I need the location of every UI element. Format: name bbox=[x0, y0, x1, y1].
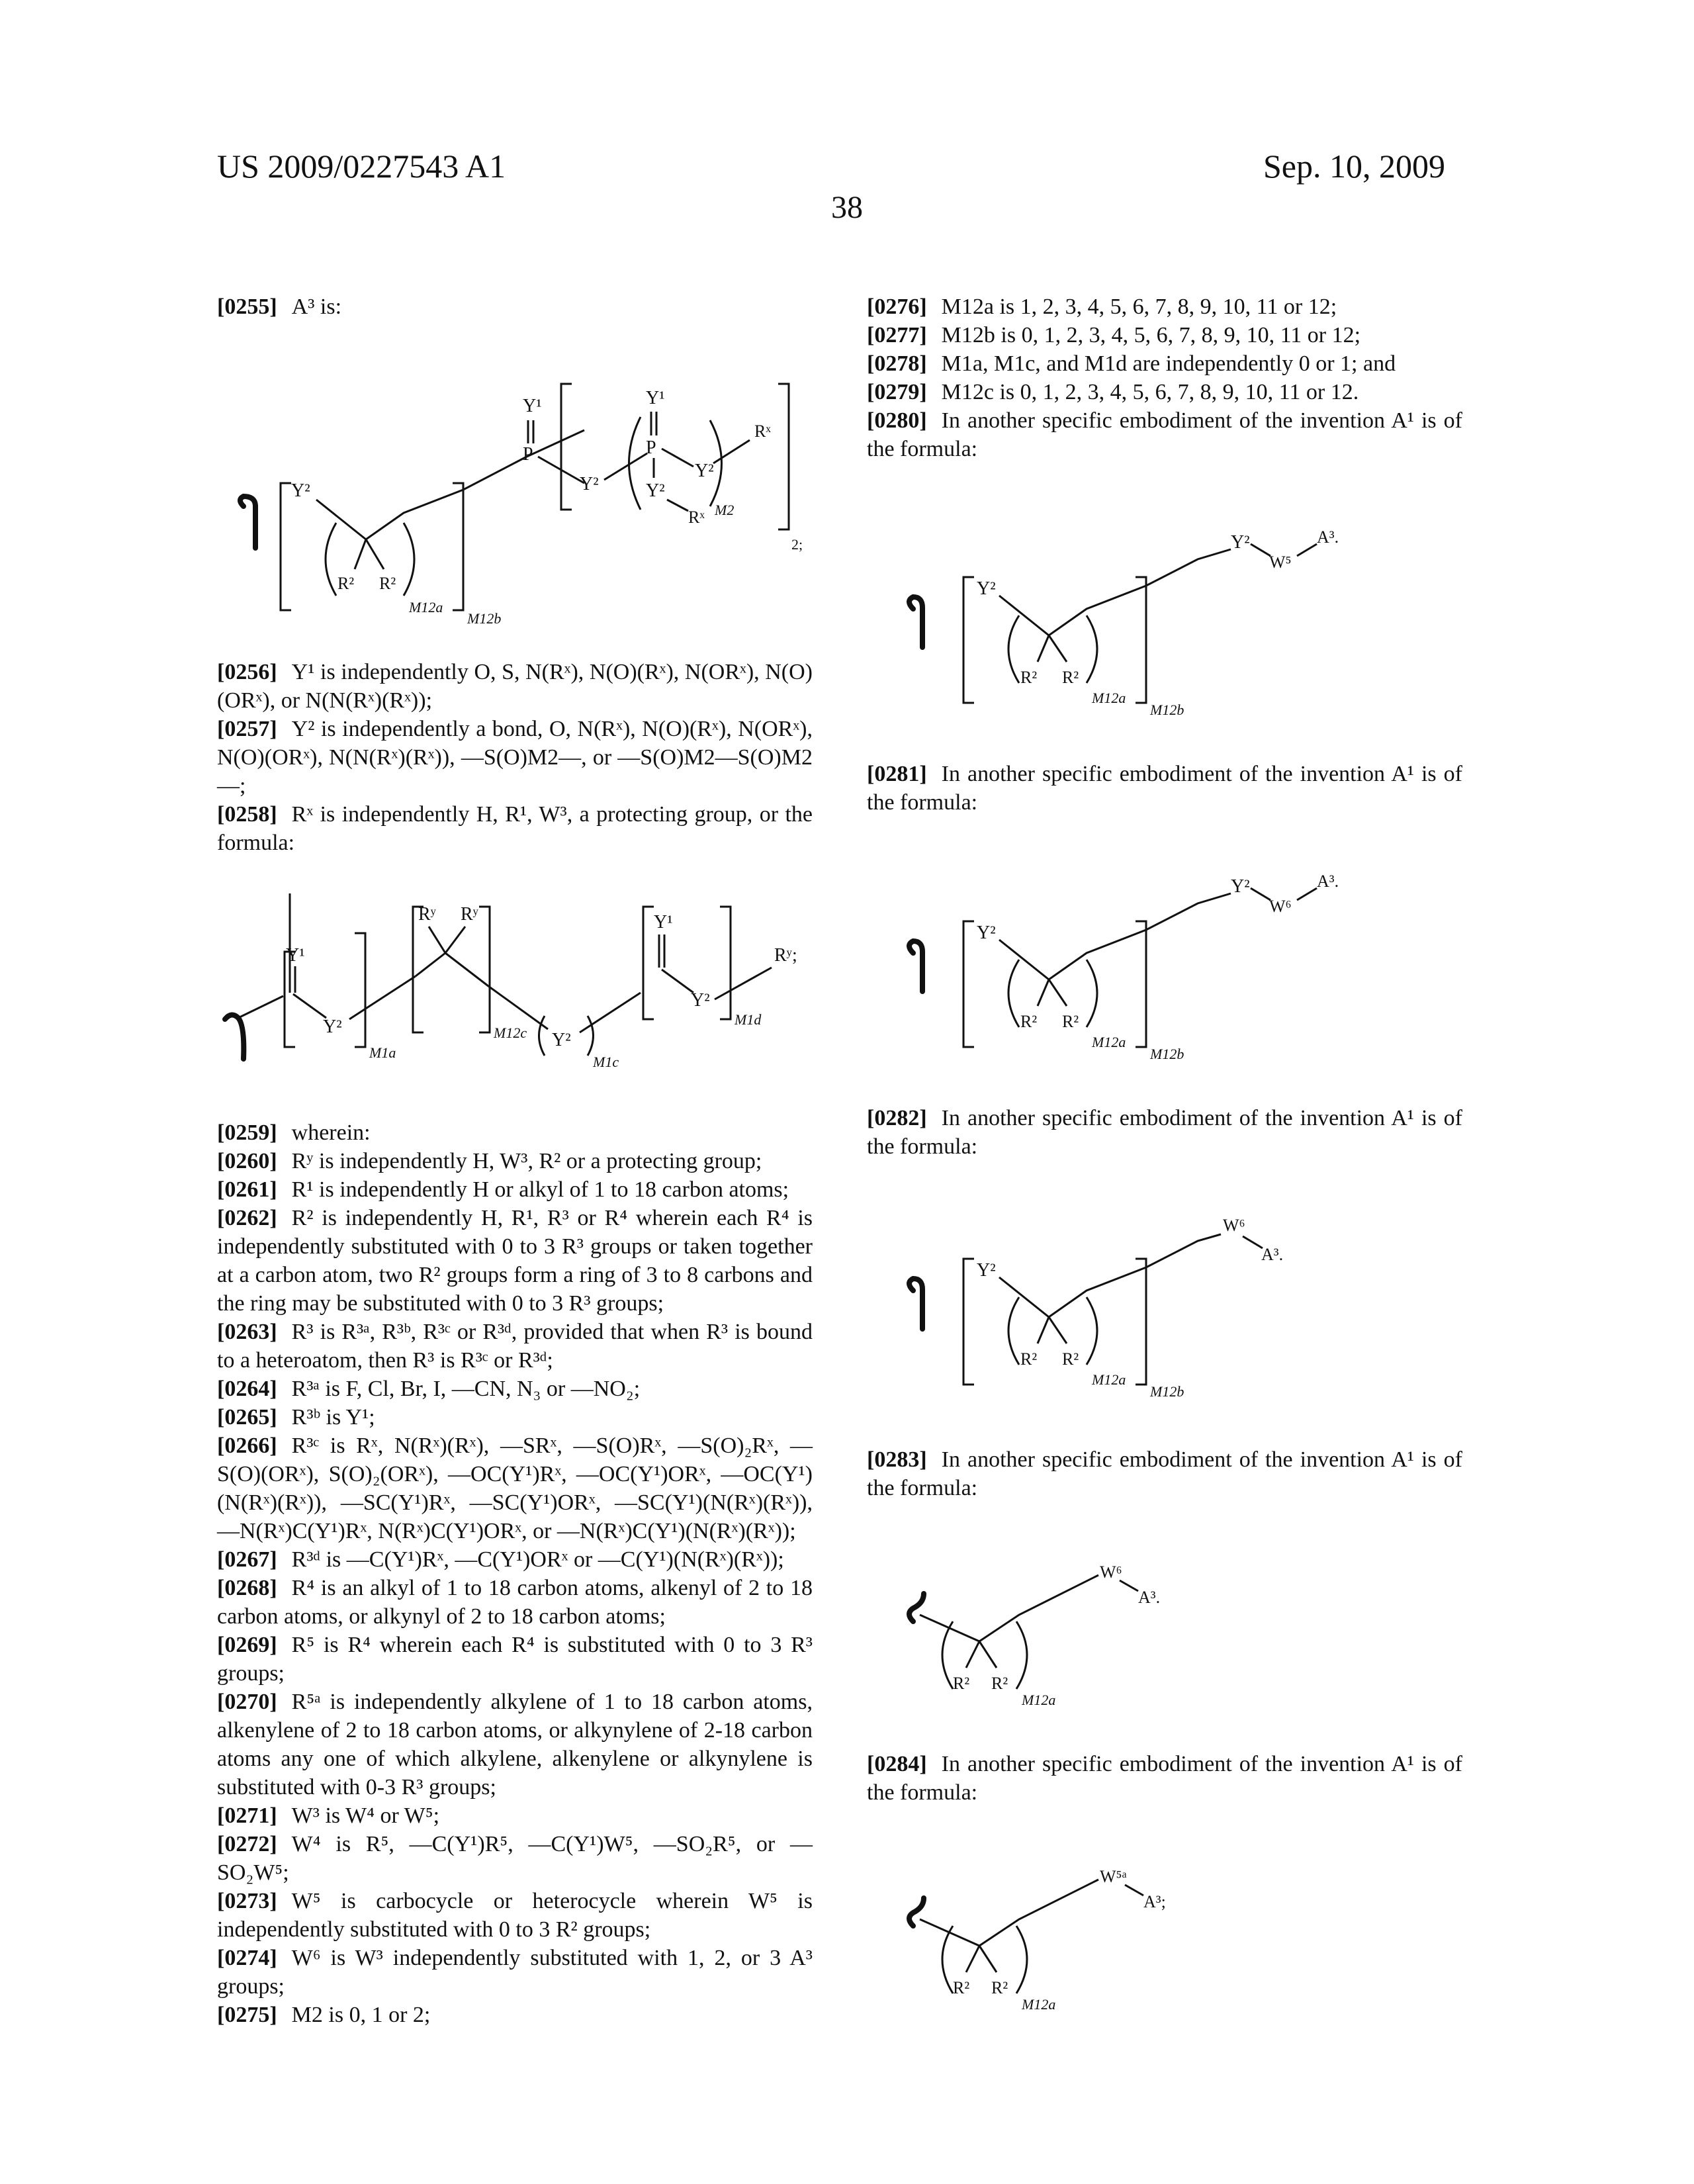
label-rx-b: Rˣ bbox=[754, 422, 771, 441]
bracket-m1d-right bbox=[720, 907, 731, 1019]
wavy-bond-mark bbox=[240, 496, 255, 548]
paren-left bbox=[326, 523, 336, 596]
svg-text:R²: R² bbox=[1020, 668, 1038, 687]
page-number: 38 bbox=[831, 190, 863, 225]
label-y1-rx-b: Y¹ bbox=[654, 912, 673, 933]
svg-text:W⁶: W⁶ bbox=[1223, 1216, 1245, 1235]
wavy-bond-mark-0280 bbox=[909, 597, 922, 647]
paragraph-0255: [0255] A³ is: bbox=[217, 295, 342, 319]
paren-right bbox=[404, 523, 414, 596]
svg-text:M12a: M12a bbox=[1092, 1034, 1126, 1050]
bracket-outer-right bbox=[453, 483, 463, 610]
bracket-m1a-right bbox=[355, 933, 365, 1047]
paragraph-0283: [0283] In another specific embodiment of the invention A¹ is of the formula: bbox=[867, 1447, 1462, 1500]
bracket-outer-left bbox=[281, 483, 291, 610]
wavy-bond-mark-0281 bbox=[909, 941, 922, 991]
svg-text:M12a: M12a bbox=[1092, 690, 1126, 706]
label-sub-2: 2; bbox=[791, 536, 803, 553]
svg-text:M12a: M12a bbox=[1092, 1371, 1126, 1388]
svg-text:W⁶: W⁶ bbox=[1100, 1563, 1122, 1582]
svg-text:R²: R² bbox=[991, 1674, 1008, 1693]
label-m1c: M1c bbox=[593, 1054, 619, 1070]
label-m12b: M12b bbox=[467, 610, 502, 627]
svg-text:Y²: Y² bbox=[977, 578, 996, 599]
paragraph-group-0259-0275: [0259] wherein: [0260] Rʸ is independently H, W³, R² or a protecting group; [0261] R¹ is independently H or alkyl of 1 to 18 carbon atoms; [0262] R² is independently H, R¹, R³ or R⁴ wherein each R⁴ is independently substituted with 0 to 3 R³ groups or taken together at a carbon atom, two R² groups form a ring of 3 to 8 carbons and the ring may be substituted with 0 to 3 R³ groups; [0263] R³ is R³ᵃ, R³ᵇ, R³ᶜ or R³ᵈ, provided that when R³ is bound to a heteroatom, then R³ is R³ᶜ or R³ᵈ; [0264] R³ᵃ is F, Cl, Br, I, —CN, N₃ or —NO₂; [0265] R³ᵇ is Y¹; [0266] R³ᶜ is Rˣ, N(Rˣ)(Rˣ), —SRˣ, —S(O)Rˣ, —S(O)₂Rˣ, —S(O)(ORˣ), S(O)₂(ORˣ), —OC(Y¹)Rˣ, —OC(Y¹)ORˣ, —OC(Y¹)(N(Rˣ)(Rˣ)), —SC(Y¹)Rˣ, —SC(Y¹)ORˣ, —SC(Y¹)(N(Rˣ)(Rˣ)), —N(Rˣ)C(Y¹)Rˣ, N(Rˣ)C(Y¹)ORˣ, or —N(Rˣ)C(Y¹)(N(Rˣ)(Rˣ)); [0267] R³ᵈ is —C(Y¹)Rˣ, —C(Y¹)ORˣ or —C(Y¹)(N(Rˣ)(Rˣ)); [0268] R⁴ is an alkyl of 1 to 18 carbon atoms, alkenyl of 2 to 18 carbon atoms, or alkynyl of 2 to 18 carbon atoms; [0269] R⁵ is R⁴ wherein each R⁴ is substituted with 0 to 3 R³ groups; [0270] R⁵ᵃ is independently alkylene of 1 to 18 carbon atoms, alkenylene of 2 to 18 carbon atoms, or alkynylene of 2-18 carbon atoms any one of which alkylene, alkenylene or alkynylene is substituted with 0-3 R³ groups; [0271] W³ is W⁴ or W⁵; [0272] W⁴ is R⁵, —C(Y¹)R⁵, —C(Y¹)W⁵, —SO₂R⁵, or —SO₂W⁵; [0273] W⁵ is carbocycle or heterocycle wherein W⁵ is independently substituted with 0 to 3 R² groups; [0274] W⁶ is W³ independently substituted with 1, 2, or 3 A³ groups; [0275] M2 is 0, 1 or 2; bbox=[217, 1120, 813, 2027]
svg-text:M12a: M12a bbox=[1022, 1692, 1056, 1708]
svg-text:Y²: Y² bbox=[1231, 532, 1250, 553]
label-y2-d: Y² bbox=[695, 461, 714, 481]
label-m12a: M12a bbox=[409, 599, 443, 615]
paragraph-group-0276-0280: [0276] M12a is 1, 2, 3, 4, 5, 6, 7, 8, 9, 10, 11 or 12; [0277] M12b is 0, 1, 2, 3, 4, 5, 6, 7, 8, 9, 10, 11 or 12; [0278] M1a, M1c, and M1d are independently 0 or 1; and [0279] M12c is 0, 1, 2, 3, 4, 5, 6, 7, 8, 9, 10, 11 or 12. [0280] In another specific embodiment of the invention A¹ is of the formula: bbox=[867, 295, 1462, 461]
label-y2-rx-a: Y² bbox=[323, 1017, 342, 1037]
chain-bonds bbox=[316, 430, 584, 539]
publication-number: US 2009/0227543 A1 bbox=[217, 148, 506, 185]
svg-text:R²: R² bbox=[1062, 1012, 1079, 1031]
figure-rx-formula bbox=[217, 893, 813, 1099]
figure-a3-formula bbox=[217, 371, 813, 635]
svg-text:R²: R² bbox=[953, 1978, 970, 1997]
svg-text:A³.: A³. bbox=[1317, 529, 1339, 547]
wavy-bond-mark-0282 bbox=[909, 1279, 922, 1329]
label-ry-a: Rʸ bbox=[418, 904, 436, 925]
label-r2-b: R² bbox=[379, 574, 396, 593]
label-m1d: M1d bbox=[735, 1011, 762, 1028]
figure-0280 bbox=[900, 529, 1403, 728]
label-ry-end: Rʸ; bbox=[774, 945, 797, 966]
label-y1-rx: Y¹ bbox=[286, 945, 305, 966]
svg-text:M12b: M12b bbox=[1150, 1046, 1184, 1062]
svg-text:R²: R² bbox=[1062, 668, 1079, 687]
paragraph-0281: [0281] In another specific embodiment of the invention A¹ is of the formula: bbox=[867, 762, 1462, 815]
figure-0284 bbox=[900, 1866, 1270, 2038]
label-y2-b: Y² bbox=[580, 474, 599, 494]
svg-text:R²: R² bbox=[991, 1978, 1008, 1997]
svg-text:Y²: Y² bbox=[977, 1260, 996, 1281]
wavy-bond-mark-0283 bbox=[909, 1594, 924, 1621]
paragraph-group-0256-0258: [0256] Y¹ is independently O, S, N(Rˣ), N(O)(Rˣ), N(ORˣ), N(O)(ORˣ), or N(N(Rˣ)(Rˣ)); [0257] Y² is independently a bond, O, N(Rˣ), N(O)(Rˣ), N(ORˣ), N(O)(ORˣ), N(N(Rˣ)(Rˣ)), —S(O)M2—, or —S(O)M2—S(O)M2—; [0258] Rˣ is independently H, R¹, W³, a protecting group, or the formula: bbox=[217, 660, 813, 855]
bracket-inner-left bbox=[561, 384, 572, 510]
label-m1a: M1a bbox=[369, 1044, 396, 1061]
label-y1-b: Y¹ bbox=[646, 388, 665, 408]
svg-text:Y²: Y² bbox=[1231, 876, 1250, 897]
bracket-m12c-left bbox=[413, 907, 424, 1032]
bracket-m12c-right bbox=[479, 907, 490, 1032]
svg-text:W⁵: W⁵ bbox=[1269, 553, 1292, 572]
paren-m1c-left bbox=[539, 1016, 545, 1056]
label-y2-c: Y² bbox=[646, 480, 665, 501]
svg-text:W⁶: W⁶ bbox=[1269, 897, 1292, 916]
svg-text:M12b: M12b bbox=[1150, 702, 1184, 718]
svg-text:R²: R² bbox=[1062, 1349, 1079, 1369]
svg-text:A³;: A³; bbox=[1143, 1892, 1166, 1911]
svg-text:M12a: M12a bbox=[1022, 1996, 1056, 2013]
svg-text:R²: R² bbox=[953, 1674, 970, 1693]
label-y1-a: Y¹ bbox=[523, 396, 542, 416]
figure-0281 bbox=[900, 874, 1403, 1072]
publication-date: Sep. 10, 2009 bbox=[1263, 148, 1445, 185]
bracket-inner-right bbox=[778, 384, 789, 529]
label-m12c: M12c bbox=[494, 1024, 527, 1041]
figure-0283 bbox=[900, 1562, 1270, 1721]
label-y2-rx-c: Y² bbox=[691, 990, 710, 1011]
paragraph-0282: [0282] In another specific embodiment of the invention A¹ is of the formula: bbox=[867, 1106, 1462, 1159]
label-y2-a: Y² bbox=[291, 480, 310, 501]
paragraph-0284: [0284] In another specific embodiment of the invention A¹ is of the formula: bbox=[867, 1752, 1462, 1805]
bracket-m1d-left bbox=[643, 907, 654, 1019]
svg-text:A³.: A³. bbox=[1261, 1245, 1284, 1264]
svg-text:M12b: M12b bbox=[1150, 1383, 1184, 1400]
label-p-a: P bbox=[523, 444, 533, 465]
svg-text:W⁵ᵃ: W⁵ᵃ bbox=[1100, 1867, 1127, 1886]
paren-m1c-right bbox=[588, 1016, 594, 1056]
svg-text:A³.: A³. bbox=[1317, 874, 1339, 891]
svg-text:A³.: A³. bbox=[1138, 1588, 1161, 1607]
label-y2-rx-b: Y² bbox=[552, 1030, 571, 1050]
svg-text:R²: R² bbox=[1020, 1012, 1038, 1031]
label-m2: M2 bbox=[715, 502, 735, 518]
wavy-bond-mark-rx bbox=[225, 1015, 244, 1059]
svg-text:R²: R² bbox=[1020, 1349, 1038, 1369]
wavy-bond-mark-0284 bbox=[909, 1898, 924, 1926]
label-p-b: P bbox=[646, 437, 656, 458]
label-ry-b: Rʸ bbox=[461, 904, 478, 925]
label-r2-a: R² bbox=[337, 574, 355, 593]
label-rx-a: Rˣ bbox=[688, 508, 705, 527]
figure-0282 bbox=[900, 1211, 1403, 1410]
svg-text:Y²: Y² bbox=[977, 923, 996, 943]
